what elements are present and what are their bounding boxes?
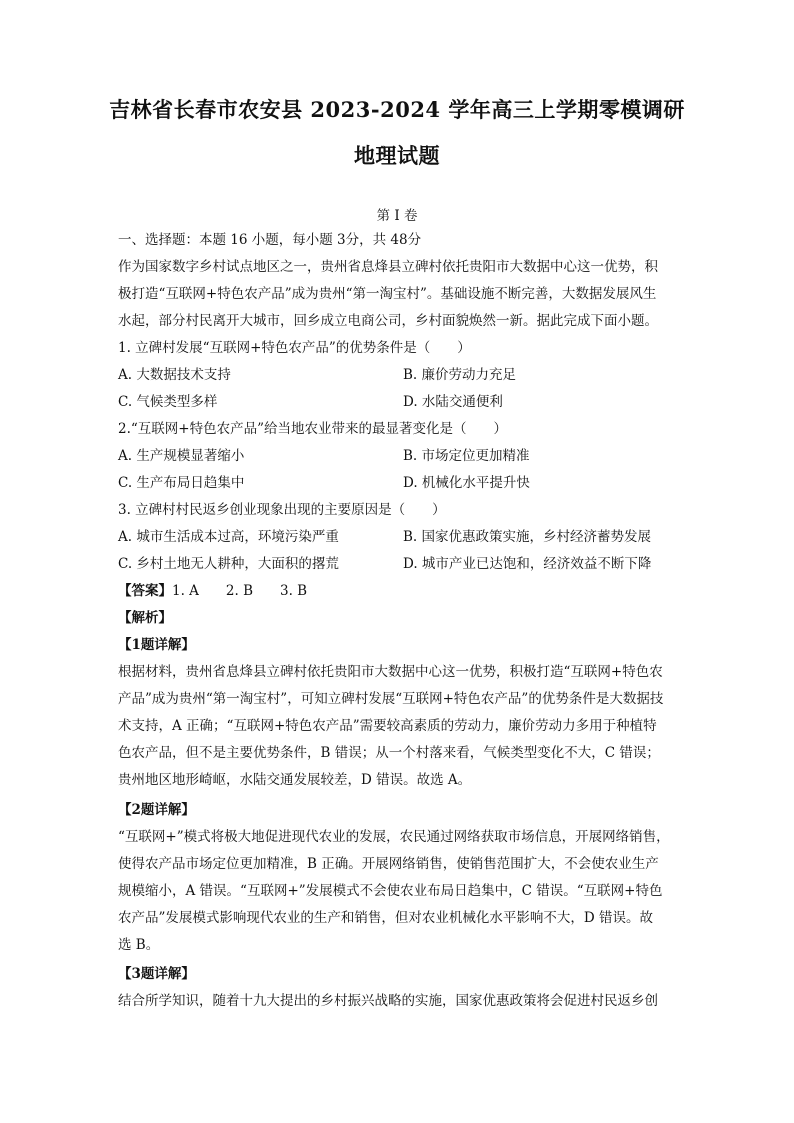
option-3d: D. 城市产业已达饱和，经济效益不断下降	[403, 556, 652, 572]
option-1b: B. 廉价劳动力充足	[403, 367, 517, 383]
document-title: 吉林省长春市农安县 2023-2024 学年高三上学期零模调研	[109, 97, 685, 122]
answer-label: 【答案】	[118, 583, 172, 599]
analysis-line: 术支持，A 正确；“互联网+特色农产品”需要较高素质的劳动力，廉价劳动力多用于种植特	[118, 718, 657, 734]
q3-analysis-label: 【3题详解】	[118, 966, 195, 982]
option-2b: B. 市场定位更加精准	[403, 448, 530, 464]
option-3c: C. 乡村土地无人耕种，大面积的撂荒	[118, 556, 339, 572]
option-1d: D. 水陆交通便利	[403, 394, 503, 410]
question-stem-2: 2.“互联网+特色农产品”给当地农业带来的最显著变化是（ ）	[118, 421, 507, 437]
option-2a: A. 生产规模显著缩小	[118, 448, 245, 464]
document-subject: 地理试题	[354, 143, 440, 168]
material-line: 作为国家数字乡村试点地区之一，贵州省息烽县立碑村依托贵阳市大数据中心这一优势，积	[118, 259, 658, 275]
section-heading: 第 I 卷	[376, 208, 418, 224]
option-2d: D. 机械化水平提升快	[403, 475, 530, 491]
option-3b: B. 国家优惠政策实施，乡村经济蓄势发展	[403, 529, 652, 545]
analysis-line: 色农产品，但不是主要优势条件，B 错误；从一个村落来看，气候类型变化不大，C 错误；	[118, 745, 660, 761]
analysis-line: 结合所学知识，随着十九大提出的乡村振兴战略的实施，国家优惠政策将会促进村民返乡创	[118, 993, 658, 1009]
q1-analysis-label: 【1题详解】	[118, 637, 195, 653]
analysis-line: 规模缩小，A 错误。“互联网+”发展模式不会使农业布局日趋集中，C 错误。“互联网+特色	[118, 883, 663, 899]
answer-line	[118, 581, 678, 601]
material-line: 极打造“互联网+特色农产品”成为贵州“第一淘宝村”。基础设施不断完善，大数据发展风生	[118, 286, 657, 302]
question-stem-1: 1. 立碑村发展“互联网+特色农产品”的优势条件是（ ）	[118, 340, 471, 356]
option-1a: A. 大数据技术支持	[118, 367, 231, 383]
question-stem-3: 3. 立碑村村民返乡创业现象出现的主要原因是（ ）	[118, 502, 446, 518]
analysis-line: 使得农产品市场定位更加精准，B 正确。开展网络销售，使销售范围扩大，不会使农业生产	[118, 856, 659, 872]
analysis-line: 产品”成为贵州“第一淘宝村”，可知立碑村发展“互联网+特色农产品”的优势条件是大数据技	[118, 691, 664, 707]
analysis-line: 农产品”发展模式影响现代农业的生产和销售，但对农业机械化水平影响不大，D 错误。故	[118, 910, 654, 926]
analysis-line: 选 B。	[118, 937, 160, 953]
q2-analysis-label: 【2题详解】	[118, 802, 195, 818]
analysis-line: 贵州地区地形崎岖，水陆交通发展较差，D 错误。故选 A。	[118, 772, 472, 788]
option-2c: C. 生产布局日趋集中	[118, 475, 245, 491]
analysis-line: “互联网+”模式将极大地促进现代农业的发展，农民通过网络获取市场信息，开展网络销售，	[118, 829, 670, 845]
analysis-line: 根据材料，贵州省息烽县立碑村依托贵阳市大数据中心这一优势，积极打造“互联网+特色农	[118, 664, 663, 680]
answer-text: 1. A 2. B 3. B	[172, 583, 308, 599]
question-type-heading: 一、选择题：本题 16 小题，每小题 3分，共 48分	[118, 232, 422, 248]
option-1c: C. 气候类型多样	[118, 394, 218, 410]
material-line: 水起，部分村民离开大城市，回乡成立电商公司，乡村面貌焕然一新。据此完成下面小题。	[118, 313, 658, 329]
option-3a: A. 城市生活成本过高，环境污染严重	[118, 529, 339, 545]
analysis-label: 【解析】	[118, 610, 172, 626]
